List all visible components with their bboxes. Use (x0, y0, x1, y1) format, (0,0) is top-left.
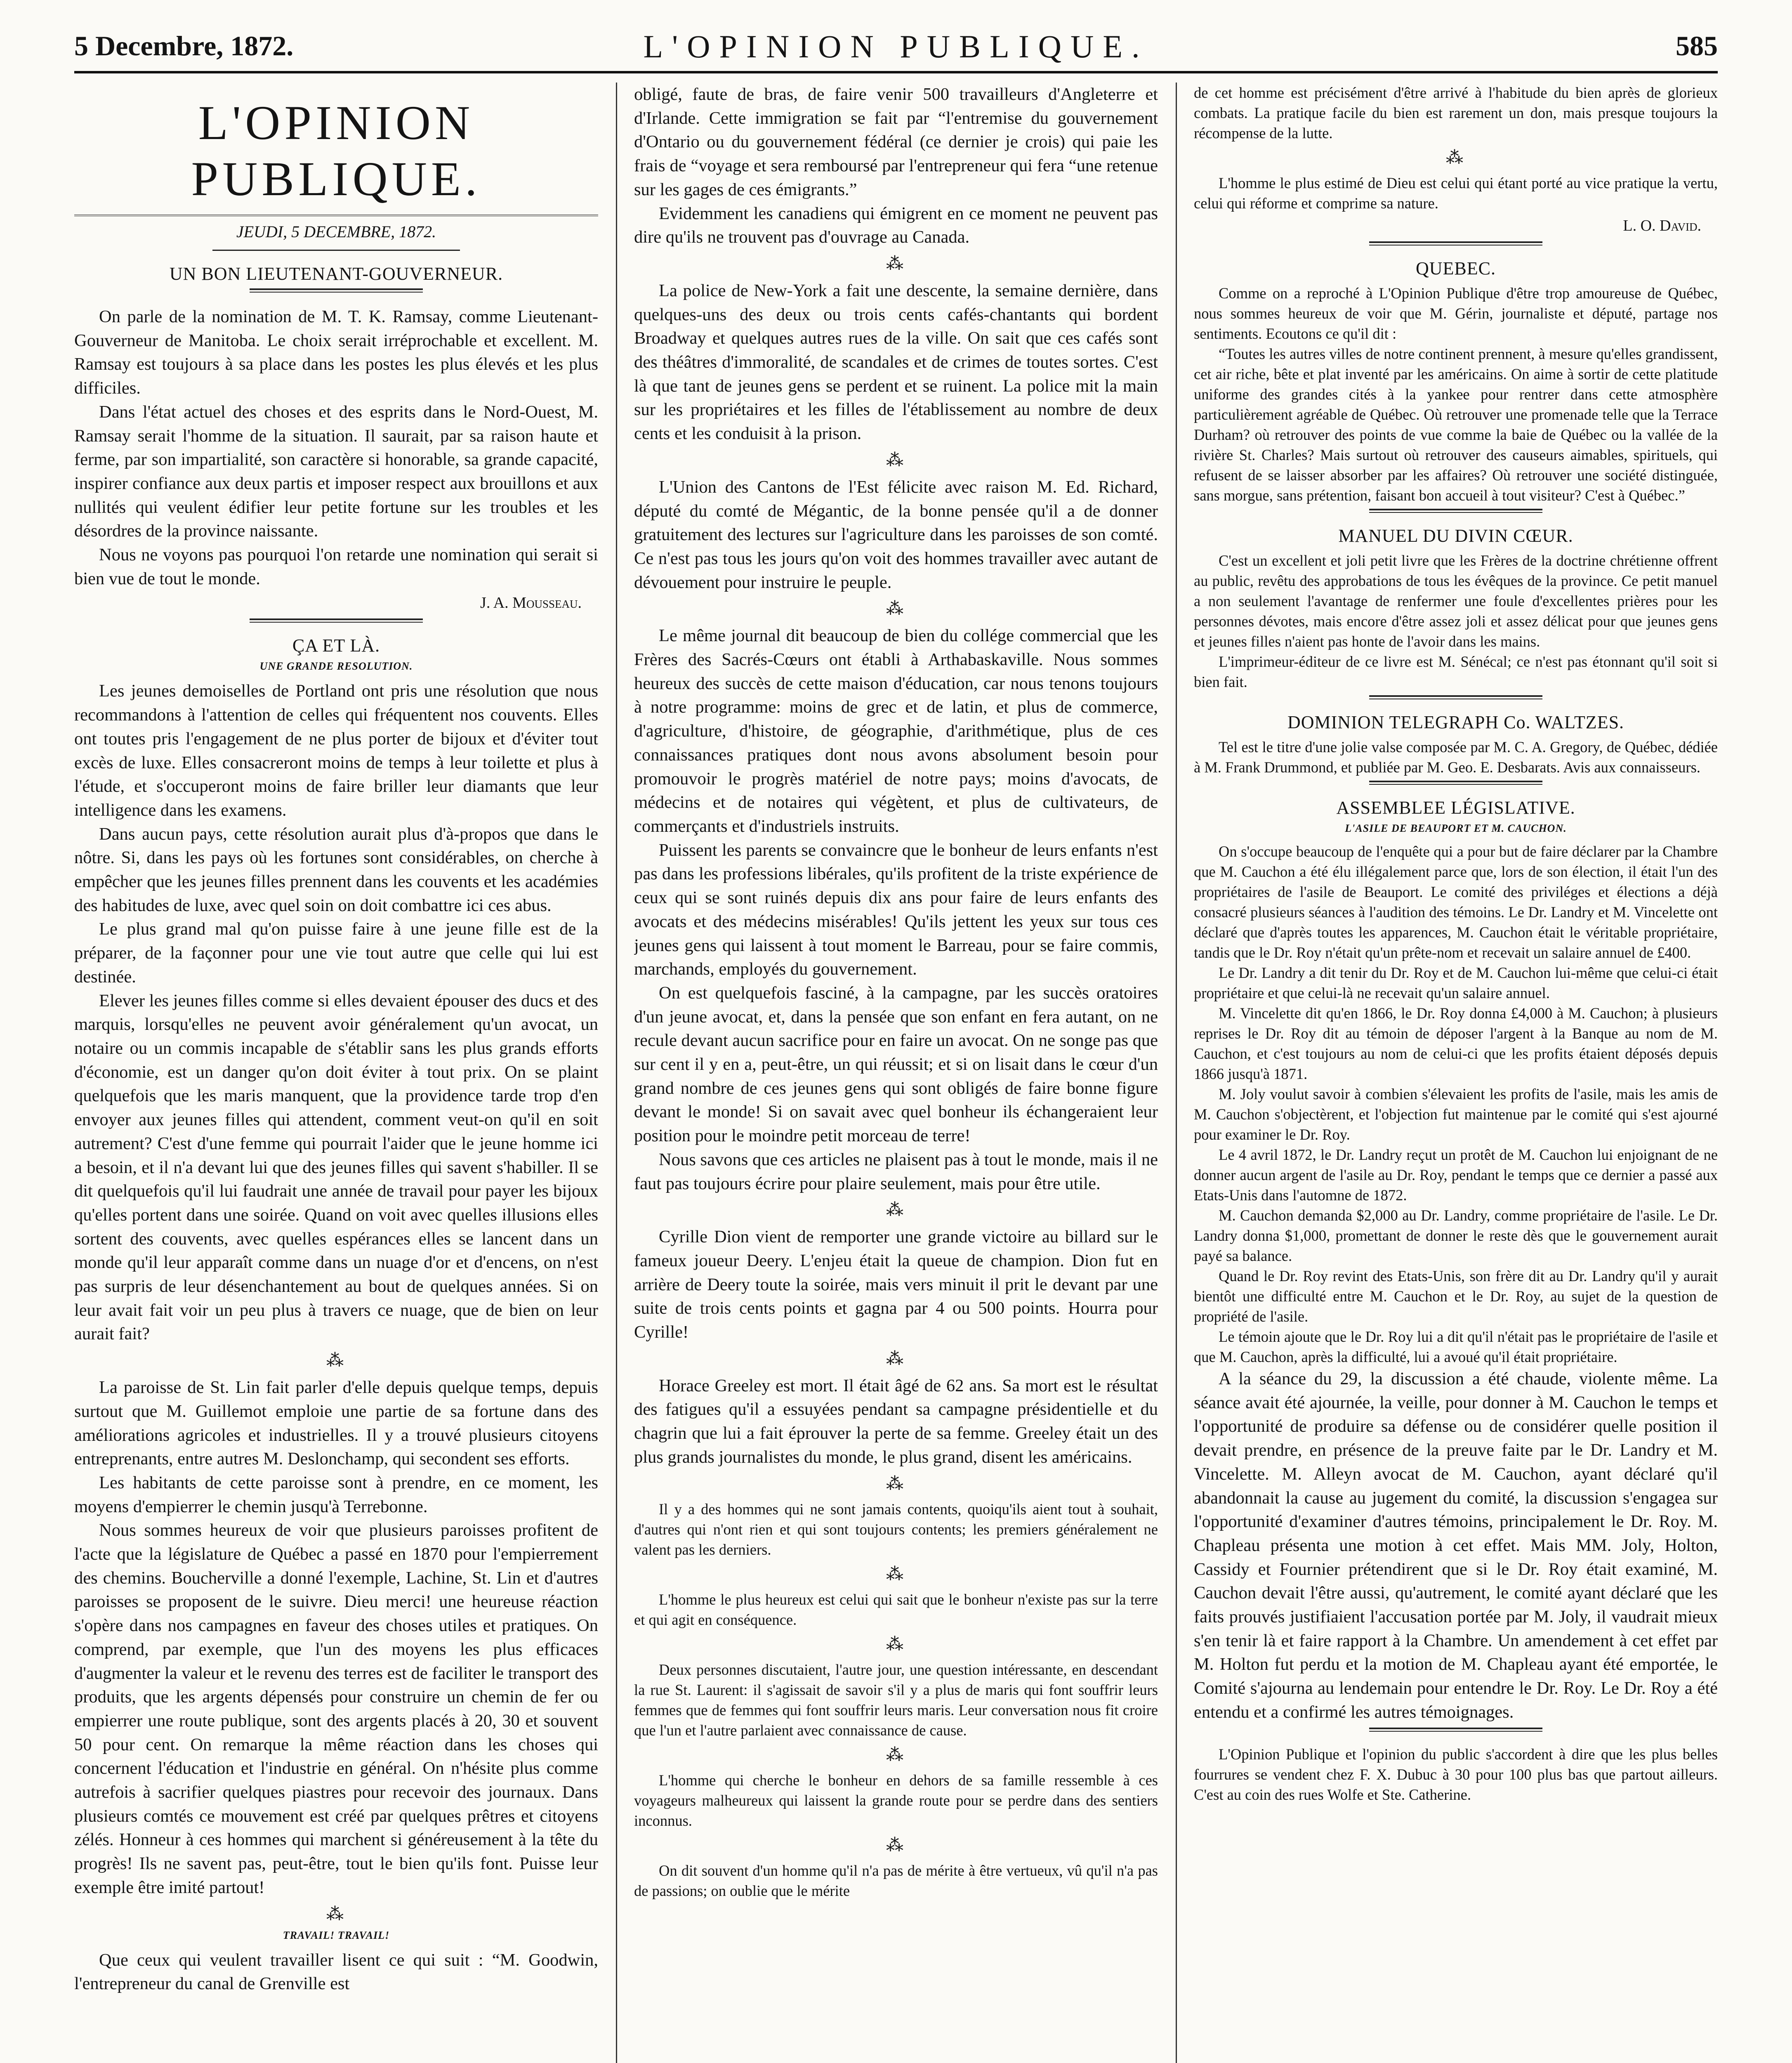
paragraph: On s'occupe beaucoup de l'enquête qui a pour but de faire déclarer par la Chambre que M. Cauchon a été élu illégalement parce que, lors de son élection, il était l'un des propriétaires de l'asile de Beauport. Le comité des priviléges et élections a déjà consacré plusieurs séances à l'audition des témoins. Le Dr. Landry et M. Vincelette ont déclaré que d'après toutes les apparences, M. Cauchon était le véritable propriétaire, tandis que le Dr. Roy n'était qu'un prête-nom et recevait un salaire annuel de £400. (1194, 843, 1718, 961)
paragraph: L'imprimeur-éditeur de ce livre est M. Sénécal; ce n'est pas étonnant qu'il soit si bien fait. (1194, 653, 1718, 690)
asterism: ⁂ (1446, 149, 1466, 168)
article-title: DOMINION TELEGRAPH Co. WALTZES. (1287, 712, 1625, 732)
section-rule (1369, 241, 1542, 245)
masthead-date: JEUDI, 5 DECEMBRE, 1872. (236, 222, 436, 241)
paragraph: On est quelquefois fasciné, à la campagne, par les succès oratoires d'un jeune avocat, et, dans la pensée que son enfant en fera autant, on ne recule devant aucun sacrifice pour en faire un avocat. On ne songe pas que sur cent il y en a, peut-être, un qui réussit; et si on lisait dans le cœur d'un grand nombre de ces jeunes gens qui sont obligés de faire bonne figure devant le monde! Si on savait avec quel bonheur ils échangeraient leur position pour le moindre petit morceau de terre! (634, 983, 1158, 1146)
asterism: ⁂ (886, 1836, 906, 1855)
paragraph: de cet homme est précisément d'être arrivé à l'habitude du bien après de glorieux combats. La pratique facile du bien est rarement un don, mais presque toujours la récompense de la lutte. (1194, 84, 1718, 142)
asterism: ⁂ (886, 1635, 906, 1654)
paragraph: Cyrille Dion vient de remporter une grande victoire au billard sur le fameux joueur Deery. L'enjeu était la queue de champion. Dion fut en arrière de Deery toute la soirée, mais vers minuit il prit le devant par une suite de trois cents points et gagna par 4 ou 500 points. Hourra pour Cyrille! (634, 1227, 1158, 1342)
asterism: ⁂ (886, 1201, 906, 1220)
paragraph: obligé, faute de bras, de faire venir 500 travailleurs d'Angleterre et d'Irlande. Cette immigration se fait par “l'entremise du gouvernement d'Ontario ou du gouvernement fédéral (ce dernier je crois) qui paie les frais de “voyage et sera remboursé par l'entrepreneur qui fera “une retenue sur les gages de ces émigrants.” (634, 85, 1158, 199)
column-separator (616, 83, 617, 2063)
paragraph: Nous ne voyons pas pourquoi l'on retarde une nomination qui serait si bien vue de tout le monde. (74, 545, 598, 588)
paragraph: Comme on a reproché à L'Opinion Publique d'être trop amoureuse de Québec, nous sommes heureux de voir que M. Gérin, journaliste et député, partage nos sentiments. Ecoutons ce qu'il dit : (1194, 285, 1718, 342)
paragraph: M. Joly voulut savoir à combien s'élevaient les profits de l'asile, mais les amis de M. Cauchon s'objectèrent, et l'objection fut maintenue par le comité qui s'est ajourné pour examiner le Dr. Roy. (1194, 1086, 1718, 1143)
paragraph: Dans aucun pays, cette résolution aurait plus d'à-propos que dans le nôtre. Si, dans les pays où les fortunes sont considérables, on cherche à empêcher que les jeunes filles prennent dans les couvents et les académies des habitudes de luxe, avec quel soin on doit combattre ici ces abus. (74, 824, 598, 915)
column-1 (74, 83, 598, 2063)
paragraph: La police de New-York a fait une descente, la semaine dernière, dans quelques-uns des deux ou trois cents cafés-chantants qui bordent Broadway et quelques autres rues de la ville. On sait que ces cafés sont des théâtres d'immoralité, de scandales et de crimes de toutes sortes. C'est là que tant de jeunes gens se perdent et se ruinent. La police mit la main sur les propriétaires et les filles de l'établissement au nombre de deux cents et les conduisit à la prison. (634, 281, 1158, 444)
column-2 (634, 83, 1158, 2063)
article-title: ÇA ET LÀ. (292, 635, 380, 656)
asterism: ⁂ (326, 1905, 346, 1924)
paragraph: Elever les jeunes filles comme si elles devaient épouser des ducs et des marquis, lorsqu'elles ne peuvent avoir généralement qu'un avocat, un notaire ou un commis incapable de s'établir sans les plus grands efforts d'économie, est un danger qu'on doit éviter à tout prix. On se plaint quelquefois que les maris manquent, que la providence tarde trop d'en envoyer aux jeunes filles qui attendent, comment veut-on qu'il en soit autrement? C'est d'une femme qui pourrait l'aider que le jeune homme ici a besoin, et il n'a devant lui que des jeunes filles qui savent s'habiller. Il se dit quelquefois qu'il lui faudrait une année de travail pour payer les bijoux qu'elles portent dans une soirée. Quand on voit avec quelles illusions elles sortent des couvents, avec quelles espérances elles se lancent dans un monde qu'il leur apparaît comme dans un nuage d'or et d'encens, on n'est pas surpris de leur désenchantement au bout de quelques années. Si on leur avait fait voir un peu plus à travers ce nuage, que de bien on leur aurait fait? (74, 991, 598, 1344)
section-rule (1369, 781, 1542, 785)
article-title: UN BON LIEUTENANT-GOUVERNEUR. (169, 264, 503, 284)
paragraph: Horace Greeley est mort. Il était âgé de 62 ans. Sa mort est le résultat des fatigues qu'il a essuyées pendant sa campagne présidentielle et du chagrin que lui a fait éprouver la perte de sa femme. Greeley était un des plus grands journalistes du monde, le plus grand, disent les américains. (634, 1376, 1158, 1467)
paragraph: L'homme le plus heureux est celui qui sait que le bonheur n'existe pas sur la terre et qui agit en conséquence. (634, 1591, 1158, 1628)
paragraph: M. Cauchon demanda $2,000 au Dr. Landry, comme propriétaire de l'asile. Le Dr. Landry donna $1,000, promettant de donner le reste dès que le gouvernement aurait payé sa balance. (1194, 1207, 1718, 1264)
running-header (74, 25, 1718, 70)
paragraph: Les habitants de cette paroisse sont à prendre, en ce moment, les moyens d'empierrer le chemin jusqu'à Terrebonne. (74, 1473, 598, 1516)
paragraph: M. Vincelette dit qu'en 1866, le Dr. Roy donna £4,000 à M. Cauchon; à plusieurs reprises le Dr. Roy dit au témoin de déposer l'argent à la Banque au nom de M. Cauchon, et c'est toujours au nom de celui-ci que les profits étaient déposés depuis 1866 jusqu'à 1871. (1194, 1005, 1718, 1082)
signature: J. A. Mousseau. (480, 594, 582, 612)
paragraph: Tel est le titre d'une jolie valse composée par M. C. A. Gregory, de Québec, dédiée à M. Frank Drummond, et publiée par M. Geo. E. Desbarats. Avis aux connaisseurs. (1194, 739, 1718, 776)
section-rule (1369, 509, 1542, 513)
header-paper-name: L'OPINION PUBLIQUE. (643, 28, 1149, 64)
paragraph: Dans l'état actuel des choses et des esprits dans le Nord-Ouest, M. Ramsay serait l'homme de la situation. Il saurait, par sa raison haute et ferme, par son impartialité, son caractère si honorable, sa grande capacité, inspirer confiance aux deux partis et imposer respect aux brouillons et aux nullités qui veulent édifier leur petite fortune sur les troubles et les désordres de la province naissante. (74, 402, 598, 541)
paragraph: A la séance du 29, la discussion a été chaude, violente même. La séance avait été ajournée, la veille, pour donner à M. Cauchon le temps et l'opportunité de produire sa défense ou de considérer quelle position il devait prendre, en présence de la preuve faite par le Dr. Landry et M. Vincelette. M. Alleyn avocat de M. Cauchon, ayant déclaré qu'il abandonnait la cause au jugement du comité, la discussion s'engagea sur l'opportunité d'examiner d'autres témoins, principalement le Dr. Roy. M. Chapleau présenta une motion à cet effet. Mais MM. Joly, Holton, Cassidy et Fournier prétendirent que si le Dr. Roy était examiné, M. Cauchon devait l'être aussi, qu'autrement, le comité ayant déclaré que les faits prouvés justifiaient l'accusation portée par M. Joly, il vaudrait mieux s'en tenir là et faire rapport à la Chambre. Un amendement à cet effet par M. Holton fut perdu et la motion de M. Chapleau ayant été emportée, le Comité s'ajourna au lendemain pour entendre le Dr. Roy. Le Dr. Roy a été entendu et a confirmé les autres témoignages. (1194, 1369, 1718, 1722)
paragraph: L'homme qui cherche le bonheur en dehors de sa famille ressemble à ces voyageurs malheureux qui laissent la grande route pour se perdre dans des sentiers inconnus. (634, 1771, 1158, 1829)
asterism: ⁂ (886, 600, 906, 619)
paragraph: L'Union des Cantons de l'Est félicite avec raison M. Ed. Richard, député du comté de Mégantic, de la bonne pensée qu'il a de donner gratuitement des lectures sur l'agriculture dans les paroisses de son comté. Ce n'est pas tous les jours qu'on voit des hommes travailler avec autant de dévouement pour instruire le peuple. (634, 477, 1158, 592)
paragraph: Le même journal dit beaucoup de bien du collége commercial que les Frères des Sacrés-Cœurs ont établi à Arthabaskaville. Nous sommes heureux des succès de cette maison d'éducation, car nous tenons toujours à notre programme: moins de grec et de latin, et plus de commerce, d'agriculture, d'histoire, de géographie, d'arithmétique, plus de ces connaissances pratiques dont nous avons absolument besoin pour promouvoir le progrès matériel de notre pays; moins d'avocats, de médecins et de notaires qui végètent, et plus de cultivateurs, de commerçants et d'industriels instruits. (634, 626, 1158, 836)
header-page-number: 585 (1676, 30, 1718, 61)
paragraph: Le plus grand mal qu'on puisse faire à une jeune fille est de la préparer, de la façonner pour une vie tout autre que celle qui lui est destinée. (74, 919, 598, 987)
article-title: ASSEMBLEE LÉGISLATIVE. (1336, 798, 1575, 818)
paragraph: L'homme le plus estimé de Dieu est celui qui étant porté au vice pratique la vertu, celui qui réforme et comprime sa nature. (1194, 175, 1718, 212)
paragraph: “Toutes les autres villes de notre continent prennent, à mesure qu'elles grandissent, cet air riche, bête et plat inventé par les américains. On aime à sortir de cette platitude uniforme des grandes cités à la yankee pour rentrer dans cette atmosphère particulièrement agréable de Québec. Où retrouver une promenade telle que la Terrace Durham? où retrouver des points de vue comme la baie de Québec ou la vallée de la rivière St. Charles? Mais surtout où retrouver des causeurs aimables, spirituels, qui refusent de se laisser absorber par les affaires? Où retrouver une société distinguée, sans morgue, sans prétention, faisant bon accueil à tout visiteur? C'est à Québec.” (1194, 345, 1718, 504)
paragraph: Le Dr. Landry a dit tenir du Dr. Roy et de M. Cauchon lui-même que celui-ci était propriétaire et que celui-là ne recevait qu'un salaire annuel. (1194, 964, 1718, 1001)
article-subtitle: L'ASILE DE BEAUPORT ET M. CAUCHON. (1345, 822, 1567, 834)
asterism: ⁂ (886, 451, 906, 470)
paragraph: Nous savons que ces articles ne plaisent pas à tout le monde, mais il ne faut pas toujours écrire pour plaire seulement, mais pour être utile. (634, 1150, 1158, 1193)
asterism: ⁂ (886, 1565, 906, 1584)
asterism: ⁂ (886, 254, 906, 274)
paragraph: Le témoin ajoute que le Dr. Roy lui a dit qu'il n'était pas le propriétaire de l'asile et que M. Cauchon, après la difficulté, lui a avoué qu'il était propriétaire. (1194, 1328, 1718, 1365)
header-date: 5 Decembre, 1872. (74, 30, 294, 61)
paragraph: Deux personnes discutaient, l'autre jour, une question intéressante, en descendant la rue St. Laurent: il s'agissait de savoir s'il y a plus de maris qui font souffrir leurs femmes que de femmes qui font souffrir leurs maris. Leur conversation nous fit croire que l'un et l'autre parlaient avec connaissance de cause. (634, 1661, 1158, 1739)
paragraph: Que ceux qui veulent travailler lisent ce qui suit : “M. Goodwin, l'entrepreneur du canal de Grenville est (74, 1950, 598, 1994)
article-title: QUEBEC. (1416, 258, 1496, 279)
signature: L. O. David. (1623, 217, 1701, 234)
masthead-title: L'OPINION PUBLIQUE. (74, 95, 598, 216)
paragraph: On parle de la nomination de M. T. K. Ramsay, comme Lieutenant-Gouverneur de Manitoba. Le choix serait irréprochable et excellent. M. Ramsay est toujours à sa place dans les postes les plus élevés et les plus difficiles. (74, 307, 598, 398)
paragraph: La paroisse de St. Lin fait parler d'elle depuis quelque temps, depuis surtout que M. Guillemot emploie une partie de sa fortune dans des améliorations agricoles et industrielles. Il y a trouvé plusieurs citoyens entreprenants, entre autres M. Deslonchamp, qui secondent ses efforts. (74, 1378, 598, 1469)
paragraph: Nous sommes heureux de voir que plusieurs paroisses profitent de l'acte que la législature de Québec a passé en 1870 pour l'empierrement des chemins. Boucherville a donné l'exemple, Lachine, St. Lin et d'autres paroisses se proposent de le suivre. Dieu merci! une heureuse réaction s'opère dans nos campagnes en faveur des choses utiles et pratiques. On comprend, par exemple, que l'un des moyens les plus efficaces d'augmenter la valeur et le revenu des terres est de faciliter le transport des produits, que les argents dépensés pour construire un chemin de fer ou empierrer une route publique, sont des argents placés à 20, 30 et souvent 50 pour cent. On remarque la même réaction dans les choses qui concernent l'éducation et l'industrie en général. On n'hésite plus comme autrefois à sacrifier quelques piastres pour recevoir des journaux. Dans plusieurs comtés ce mouvement est créé par quelques prêtres et citoyens zélés. Honneur à ces hommes qui marchent si généreusement à la tête du progrès! Ils ne savent pas, peut-être, tout le bien qu'ils font. Puisse leur exemple être imité partout! (74, 1520, 598, 1897)
paragraph: Le 4 avril 1872, le Dr. Landry reçut un protêt de M. Cauchon lui enjoignant de ne donner aucun argent de l'asile au Dr. Roy, pendant le temps que ce dernier a passé aux Etats-Unis dans l'automne de 1872. (1194, 1146, 1718, 1204)
asterism: ⁂ (326, 1351, 346, 1371)
article-subtitle: UNE GRANDE RESOLUTION. (259, 660, 413, 673)
paragraph: On dit souvent d'un homme qu'il n'a pas de mérite à être vertueux, vû qu'il n'a pas de passions; on oublie que le mérite (634, 1862, 1158, 1899)
masthead-rule (212, 250, 460, 251)
column-3 (1194, 83, 1718, 2063)
column-separator (1176, 83, 1177, 2063)
paragraph: Les jeunes demoiselles de Portland ont pris une résolution que nous recommandons à l'attention de celles qui fréquentent nos couvents. Elles ont toutes pris l'engagement de ne plus porter de bijoux et d'éviter tout excès de luxe. Elles consacreront moins de temps à leur toilette et plus à l'étude, et s'occuperont moins de faire briller leur diamants que leur intelligence dans les examens. (74, 681, 598, 820)
paragraph: Evidemment les canadiens qui émigrent en ce moment ne peuvent pas dire qu'ils ne trouvent pas d'ouvrage au Canada. (634, 203, 1158, 247)
paragraph: Puissent les parents se convaincre que le bonheur de leurs enfants n'est pas dans les professions libérales, qu'ils profitent de la triste expérience de ceux qui se sont ruinés depuis dix ans pour faire de leurs enfants des avocats et des médecins misérables! Qu'ils jettent les yeux sur tous ces jeunes gens qui laissent à tout moment le Barreau, pour se faire commis, marchands, employés du gouvernement. (634, 840, 1158, 979)
section-rule (250, 288, 423, 293)
asterism: ⁂ (886, 1349, 906, 1369)
header-rule (74, 71, 1718, 73)
section-rule (250, 618, 423, 623)
paragraph: L'Opinion Publique et l'opinion du public s'accordent à dire que les plus belles fourrures se vendent chez F. X. Dubuc à 30 pour 100 plus bas que partout ailleurs. C'est au coin des rues Wolfe et Ste. Catherine. (1194, 1745, 1718, 1803)
section-rule (1369, 1728, 1542, 1732)
paragraph: Il y a des hommes qui ne sont jamais contents, quoiqu'ils aient tout à souhait, d'autres qui n'ont rien et qui sont toujours contents; les premiers généralement ne valent pas les derniers. (634, 1500, 1158, 1558)
article-subtitle: TRAVAIL! TRAVAIL! (283, 1929, 390, 1941)
section-rule (1369, 695, 1542, 699)
paragraph: C'est un excellent et joli petit livre que les Frères de la doctrine chrétienne offrent au public, revêtu des approbations de tous les évêques de la province. Ce petit manuel a non seulement l'avantage de renfermer une foule d'excellentes prières pour les personnes dévotes, mais encore d'être assez joli et assez délicat pour que jeunes gens et jeunes filles n'aient pas honte de l'avoir dans les mains. (1194, 552, 1718, 650)
article-title: MANUEL DU DIVIN CŒUR. (1338, 526, 1573, 546)
paragraph: Quand le Dr. Roy revint des Etats-Unis, son frère dit au Dr. Landry qu'il y aurait bientôt une difficulté entre M. Cauchon et le Dr. Roy, au sujet de la question de propriété de l'asile. (1194, 1268, 1718, 1325)
asterism: ⁂ (886, 1474, 906, 1494)
asterism: ⁂ (886, 1745, 906, 1765)
